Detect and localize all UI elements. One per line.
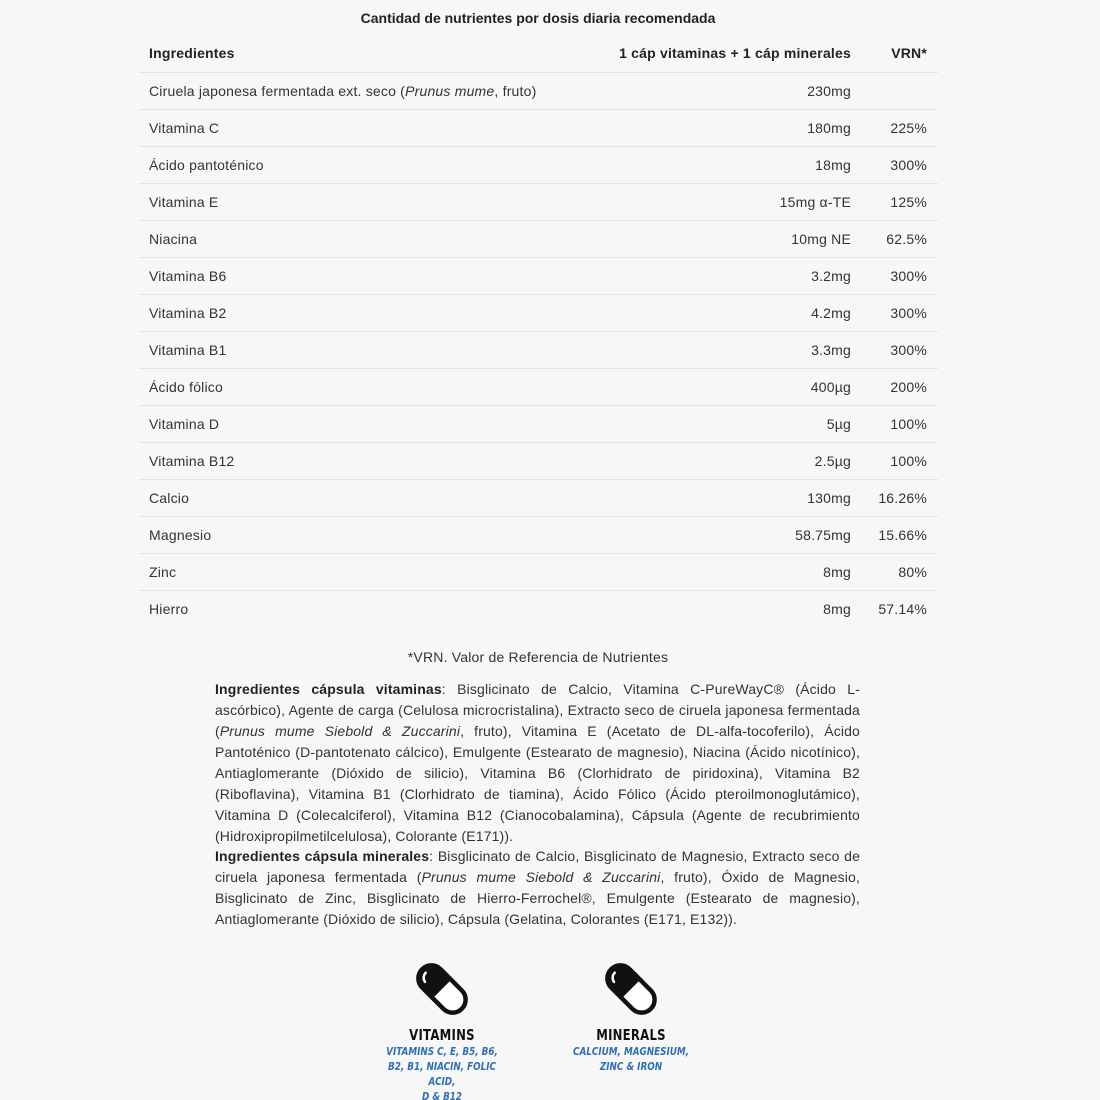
ingredient-name: Vitamina C bbox=[149, 119, 220, 136]
ingredient-name: Niacina bbox=[149, 230, 198, 247]
table-row bbox=[139, 368, 938, 405]
ingredient-amount: 3.3mg bbox=[811, 341, 851, 358]
ingredient-name: Vitamina B6 bbox=[149, 267, 227, 284]
table-row bbox=[139, 516, 938, 553]
ingredient-name: Magnesio bbox=[149, 526, 212, 543]
minerals-badge-subtitle bbox=[563, 1044, 699, 1074]
ingredient-name: Zinc bbox=[149, 563, 177, 580]
ingredient-vrn: 300% bbox=[890, 156, 927, 173]
table-row bbox=[139, 405, 938, 442]
ingredient-name: Vitamina B12 bbox=[149, 452, 235, 469]
ingredient-name-italic: Prunus mume bbox=[405, 82, 495, 99]
header-vrn: VRN* bbox=[891, 45, 927, 62]
table-row bbox=[139, 220, 938, 257]
capsule-icon bbox=[601, 958, 661, 1020]
ingredient-vrn: 16.26% bbox=[878, 489, 927, 506]
ingredient-amount: 230mg bbox=[807, 82, 851, 99]
vitamins-ingredients-text-2: , fruto), Vitamina E (Acetato de DL-alfa-tocoferilo), Ácido Pantoténico (D-pantotenato cálcico), Emulgente (Estearato de magnesio), Niacina (Ácido nicotínico), Antiaglomerante (Dióxido de silicio), Vitamina B6 (Clorhidrato de piridoxina), Vitamina B2 (Riboflavina), Vitamina B1 (Clorhidrato de tiamina), Ácido Fólico (Ácido pteroilmonoglutámico), Vitamina D (Colecalciferol), Vitamina B12 (Cianocobalamina), Cápsula (Agente de recubrimiento (Hidroxipropilmetilcelulosa), Colorante (E171)). bbox=[215, 723, 860, 844]
table-row bbox=[139, 146, 938, 183]
vitamins-ingredients-label: Ingredientes cápsula vitaminas bbox=[215, 681, 442, 697]
ingredient-amount: 10mg NE bbox=[791, 230, 851, 247]
ingredient-amount: 18mg bbox=[815, 156, 851, 173]
ingredient-amount: 8mg bbox=[823, 600, 851, 617]
vitamins-badge-line: D & B12 bbox=[421, 1090, 463, 1100]
minerals-ingredients-label: Ingredientes cápsula minerales bbox=[215, 848, 430, 864]
table-header-row bbox=[139, 35, 938, 72]
ingredient-amount: 15mg α-TE bbox=[779, 193, 851, 210]
ingredient-vrn: 100% bbox=[890, 415, 927, 432]
ingredient-amount: 3.2mg bbox=[811, 267, 851, 284]
ingredient-amount: 400µg bbox=[810, 378, 851, 395]
ingredient-vrn: 80% bbox=[898, 563, 927, 580]
ingredient-vrn: 57.14% bbox=[878, 600, 927, 617]
vitamins-badge-line: VITAMINS C, E, B5, B6, bbox=[386, 1045, 498, 1058]
vitamins-ingredients-text-1: : Bisglicinato de Calcio, Vitamina C-PureWayC® (Ácido L-ascórbico), Agente de carga (Celulosa microcristalina), Extracto seco de ciruela japonesa fermentada ( bbox=[215, 681, 860, 739]
ingredient-vrn: 100% bbox=[890, 452, 927, 469]
table-row bbox=[139, 479, 938, 516]
header-ingredients: Ingredientes bbox=[149, 45, 235, 62]
minerals-badge bbox=[546, 958, 716, 1074]
vitamins-badge-title: VITAMINS bbox=[409, 1026, 475, 1044]
minerals-ingredients-text-1: : Bisglicinato de Calcio, Bisglicinato de Magnesio, Extracto seco de ciruela japonesa fermentada ( bbox=[215, 848, 861, 885]
nutrient-table bbox=[139, 35, 938, 627]
header-amount: 1 cáp vitaminas + 1 cáp minerales bbox=[619, 45, 851, 62]
ingredient-name: Vitamina E bbox=[149, 193, 219, 210]
ingredient-name: Vitamina B2 bbox=[149, 304, 227, 321]
ingredient-amount: 4.2mg bbox=[811, 304, 851, 321]
ingredient-vrn: 300% bbox=[890, 304, 927, 321]
vitamins-ingredients-paragraph bbox=[215, 679, 860, 847]
table-row bbox=[139, 590, 938, 627]
ingredient-amount: 5µg bbox=[826, 415, 851, 432]
ingredient-name: Hierro bbox=[149, 600, 189, 617]
table-row bbox=[139, 183, 938, 220]
ingredient-name: Calcio bbox=[149, 489, 190, 506]
ingredient-vrn: 62.5% bbox=[886, 230, 927, 247]
ingredient-vrn: 200% bbox=[890, 378, 927, 395]
vitamins-badge bbox=[357, 958, 527, 1100]
minerals-badge-line: ZINC & IRON bbox=[599, 1060, 663, 1073]
ingredient-name-start: Ciruela japonesa fermentada ext. seco ( bbox=[149, 82, 406, 99]
capsule-icon bbox=[412, 958, 472, 1020]
ingredient-amount: 180mg bbox=[807, 119, 851, 136]
vrn-footnote: *VRN. Valor de Referencia de Nutrientes bbox=[407, 649, 669, 665]
ingredient-vrn: 15.66% bbox=[878, 526, 927, 543]
vitamins-badge-line: B2, B1, NIACIN, FOLIC ACID, bbox=[388, 1060, 496, 1088]
ingredient-name: Ácido fólico bbox=[149, 378, 223, 395]
minerals-ingredients-paragraph bbox=[215, 846, 860, 930]
table-row bbox=[139, 294, 938, 331]
table-row bbox=[139, 553, 938, 590]
table-caption: Cantidad de nutrientes por dosis diaria recomendada bbox=[360, 10, 716, 26]
table-row bbox=[139, 442, 938, 479]
ingredient-vrn: 300% bbox=[890, 341, 927, 358]
ingredient-name: Vitamina D bbox=[149, 415, 220, 432]
table-row bbox=[139, 257, 938, 294]
minerals-ingredients-italic: Prunus mume Siebold & Zuccarini bbox=[421, 869, 661, 885]
ingredient-amount: 58.75mg bbox=[795, 526, 851, 543]
ingredient-amount: 8mg bbox=[823, 563, 851, 580]
table-row bbox=[139, 331, 938, 368]
ingredient-name bbox=[139, 72, 609, 109]
ingredient-vrn: 125% bbox=[890, 193, 927, 210]
vitamins-ingredients-italic: Prunus mume Siebold & Zuccarini bbox=[219, 723, 461, 739]
ingredient-amount: 130mg bbox=[807, 489, 851, 506]
ingredient-vrn: 300% bbox=[890, 267, 927, 284]
minerals-ingredients-text-2: , fruto), Óxido de Magnesio, Bisglicinato de Zinc, Bisglicinato de Hierro-Ferrochel®, Emulgente (Estearato de magnesio), Antiaglomerante (Dióxido de silicio), Cápsula (Gelatina, Colorantes (E171, E132)). bbox=[215, 869, 860, 927]
minerals-badge-title: MINERALS bbox=[596, 1026, 666, 1044]
ingredient-amount: 2.5µg bbox=[814, 452, 851, 469]
ingredient-name: Ácido pantoténico bbox=[149, 156, 264, 173]
vitamins-badge-subtitle bbox=[374, 1044, 510, 1100]
table-row bbox=[139, 109, 938, 146]
minerals-badge-line: CALCIUM, MAGNESIUM, bbox=[573, 1045, 689, 1058]
ingredient-vrn bbox=[851, 72, 938, 109]
ingredient-vrn: 225% bbox=[890, 119, 927, 136]
ingredient-name-end: , fruto) bbox=[494, 82, 537, 99]
table-row bbox=[139, 72, 938, 109]
ingredient-name: Vitamina B1 bbox=[149, 341, 227, 358]
